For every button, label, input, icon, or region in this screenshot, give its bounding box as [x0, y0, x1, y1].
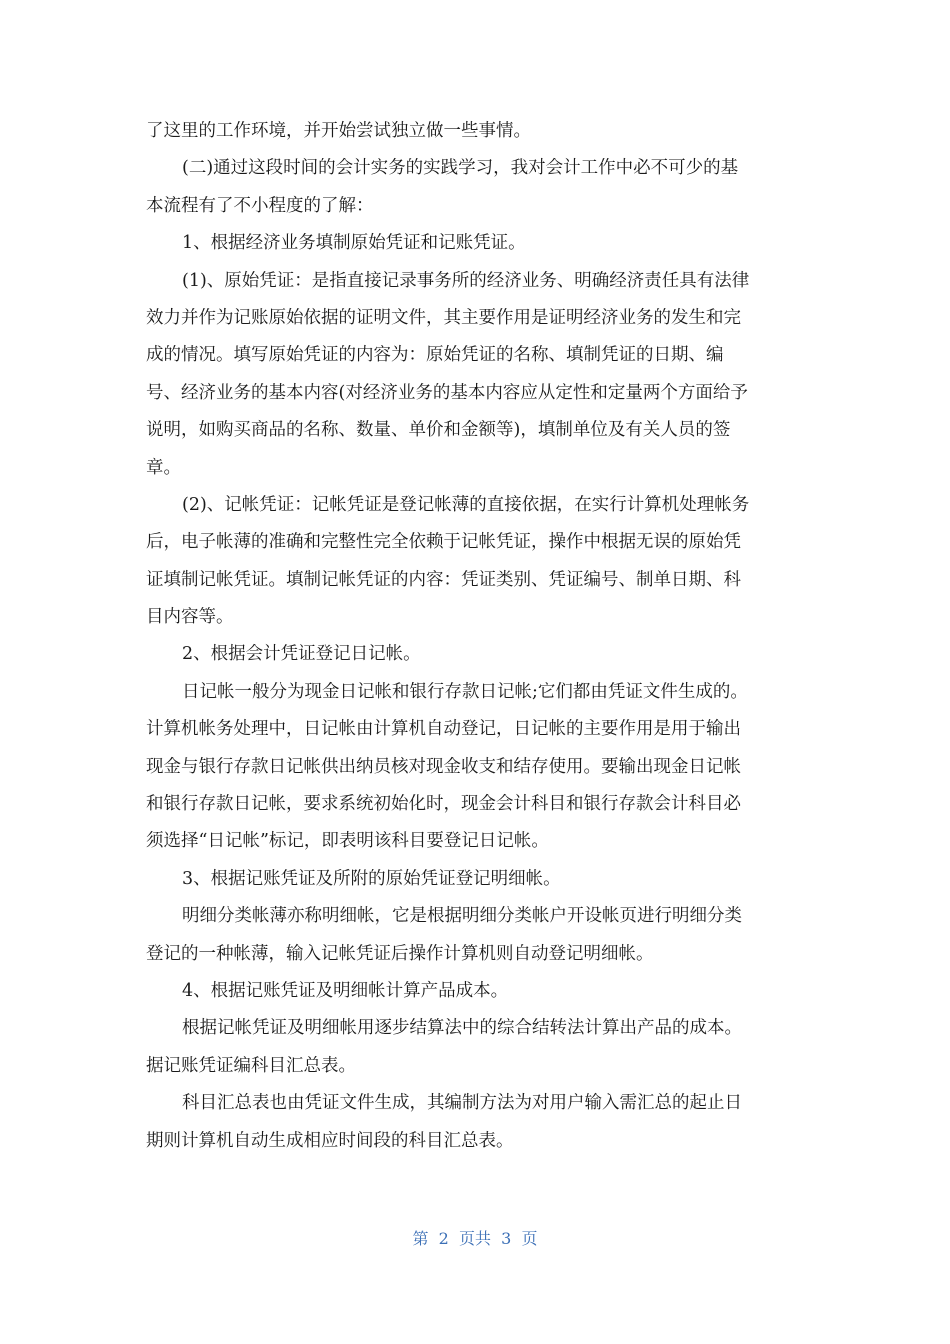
- text-line: 2、根据会计凭证登记日记帐。: [182, 644, 421, 665]
- text-line: 目内容等。: [146, 607, 234, 628]
- page-number-footer: 第 2 页共 3 页: [412, 1229, 538, 1248]
- text-line: 1、根据经济业务填制原始凭证和记账凭证。: [182, 233, 526, 254]
- text-line: 效力并作为记账原始依据的证明文件，其主要作用是证明经济业务的发生和完: [146, 307, 741, 328]
- text-line: (1)、原始凭证：是指直接记录事务所的经济业务、明确经济责任具有法律: [182, 270, 750, 291]
- document-body: [146, 113, 806, 1160]
- text-line: 后，电子帐薄的准确和完整性完全依赖于记帐凭证，操作中根据无误的原始凭: [146, 532, 741, 553]
- text-line: 3、根据记账凭证及所附的原始凭证登记明细帐。: [182, 868, 561, 889]
- text-line: 登记的一种帐薄，输入记帐凭证后操作计算机则自动登记明细帐。: [146, 943, 654, 964]
- text-line: 科目汇总表也由凭证文件生成，其编制方法为对用户输入需汇总的起止日: [182, 1093, 742, 1114]
- text-line: 本流程有了不小程度的了解：: [146, 195, 374, 216]
- text-line: 日记帐一般分为现金日记帐和银行存款日记帐;它们都由凭证文件生成的。: [182, 681, 748, 702]
- text-line: 计算机帐务处理中，日记帐由计算机自动登记，日记帐的主要作用是用于输出: [146, 719, 741, 740]
- text-line: 期则计算机自动生成相应时间段的科目汇总表。: [146, 1130, 514, 1151]
- text-line: 现金与银行存款日记帐供出纳员核对现金收支和结存使用。要输出现金日记帐: [146, 756, 741, 777]
- text-line: 4、根据记账凭证及明细帐计算产品成本。: [182, 980, 509, 1001]
- text-line: 证填制记帐凭证。填制记帐凭证的内容：凭证类别、凭证编号、制单日期、科: [146, 569, 741, 590]
- text-line: 根据记帐凭证及明细帐用逐步结算法中的综合结转法计算出产品的成本。: [182, 1018, 742, 1039]
- text-line: (2)、记帐凭证：记帐凭证是登记帐薄的直接依据，在实行计算机处理帐务: [182, 494, 750, 515]
- text-line: 了这里的工作环境，并开始尝试独立做一些事情。: [146, 121, 531, 141]
- text-line: 和银行存款日记帐，要求系统初始化时，现金会计科目和银行存款会计科目必: [146, 794, 741, 815]
- text-line: (二)通过这段时间的会计实务的实践学习，我对会计工作中必不可少的基: [182, 158, 739, 179]
- text-line: 章。: [146, 457, 181, 478]
- text-line: 须选择“日记帐”标记，即表明该科目要登记日记帐。: [146, 831, 549, 852]
- text-line: 成的情况。填写原始凭证的内容为：原始凭证的名称、填制凭证的日期、编: [146, 345, 724, 366]
- text-line: 号、经济业务的基本内容(对经济业务的基本内容应从定性和定量两个方面给予: [146, 382, 748, 403]
- text-line: 据记账凭证编科目汇总表。: [146, 1055, 356, 1076]
- text-line: 说明，如购买商品的名称、数量、单价和金额等)，填制单位及有关人员的签: [146, 420, 731, 441]
- text-line: 明细分类帐薄亦称明细帐，它是根据明细分类帐户开设帐页进行明细分类: [182, 906, 742, 927]
